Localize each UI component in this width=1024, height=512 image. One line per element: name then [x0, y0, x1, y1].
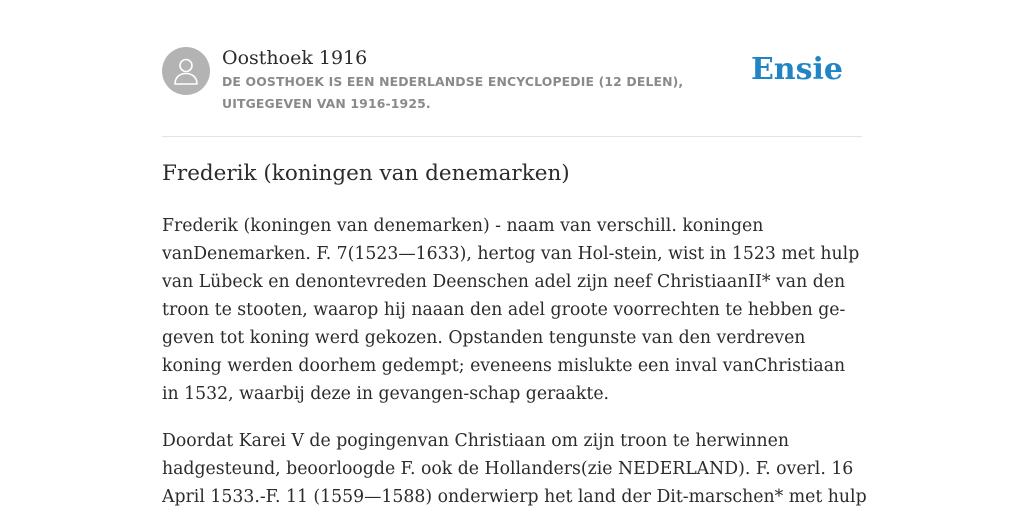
avatar[interactable] — [162, 47, 210, 95]
article-paragraph: Doordat Karei V de pogingenvan Christiaan om zijn troon te herwinnen hadgesteund, beoorloogde F. ook de Hollanders(zie NEDERLAND). F. overl. 16 April 1533.-F. 11 (1559—1588) onderwierp het land der Dit-marschen* met hulp — [162, 431, 867, 507]
source-header — [162, 40, 862, 137]
article-body — [162, 212, 867, 512]
source-title[interactable]: Oosthoek 1916 — [222, 47, 368, 69]
source-description: DE OOSTHOEK IS EEN NEDERLANDSE ENCYCLOPEDIE (12 DELEN), UITGEGEVEN VAN 1916-1925. — [222, 74, 684, 111]
article-title: Frederik (koningen van denemarken) — [162, 161, 570, 186]
user-icon — [172, 56, 200, 86]
ensie-logo[interactable]: Ensie — [750, 52, 843, 87]
article-paragraph: Frederik (koningen van denemarken) - naam van verschill. koningen vanDenemarken. F. 7(1523—1633), hertog van Hol-stein, wist in 1523 met hulp van Lübeck en denontevreden Deenschen adel zijn neef ChristiaanII* van den troon te stooten, waarop hij naaan den adel groote voorrechten te hebben ge-geven tot koning werd gekozen. Opstanden tengunste van den verdreven koning werden doorhem gedempt; eveneens mislukte een inval vanChristiaan in 1532, waarbij deze in gevangen-schap geraakte. — [162, 216, 860, 404]
